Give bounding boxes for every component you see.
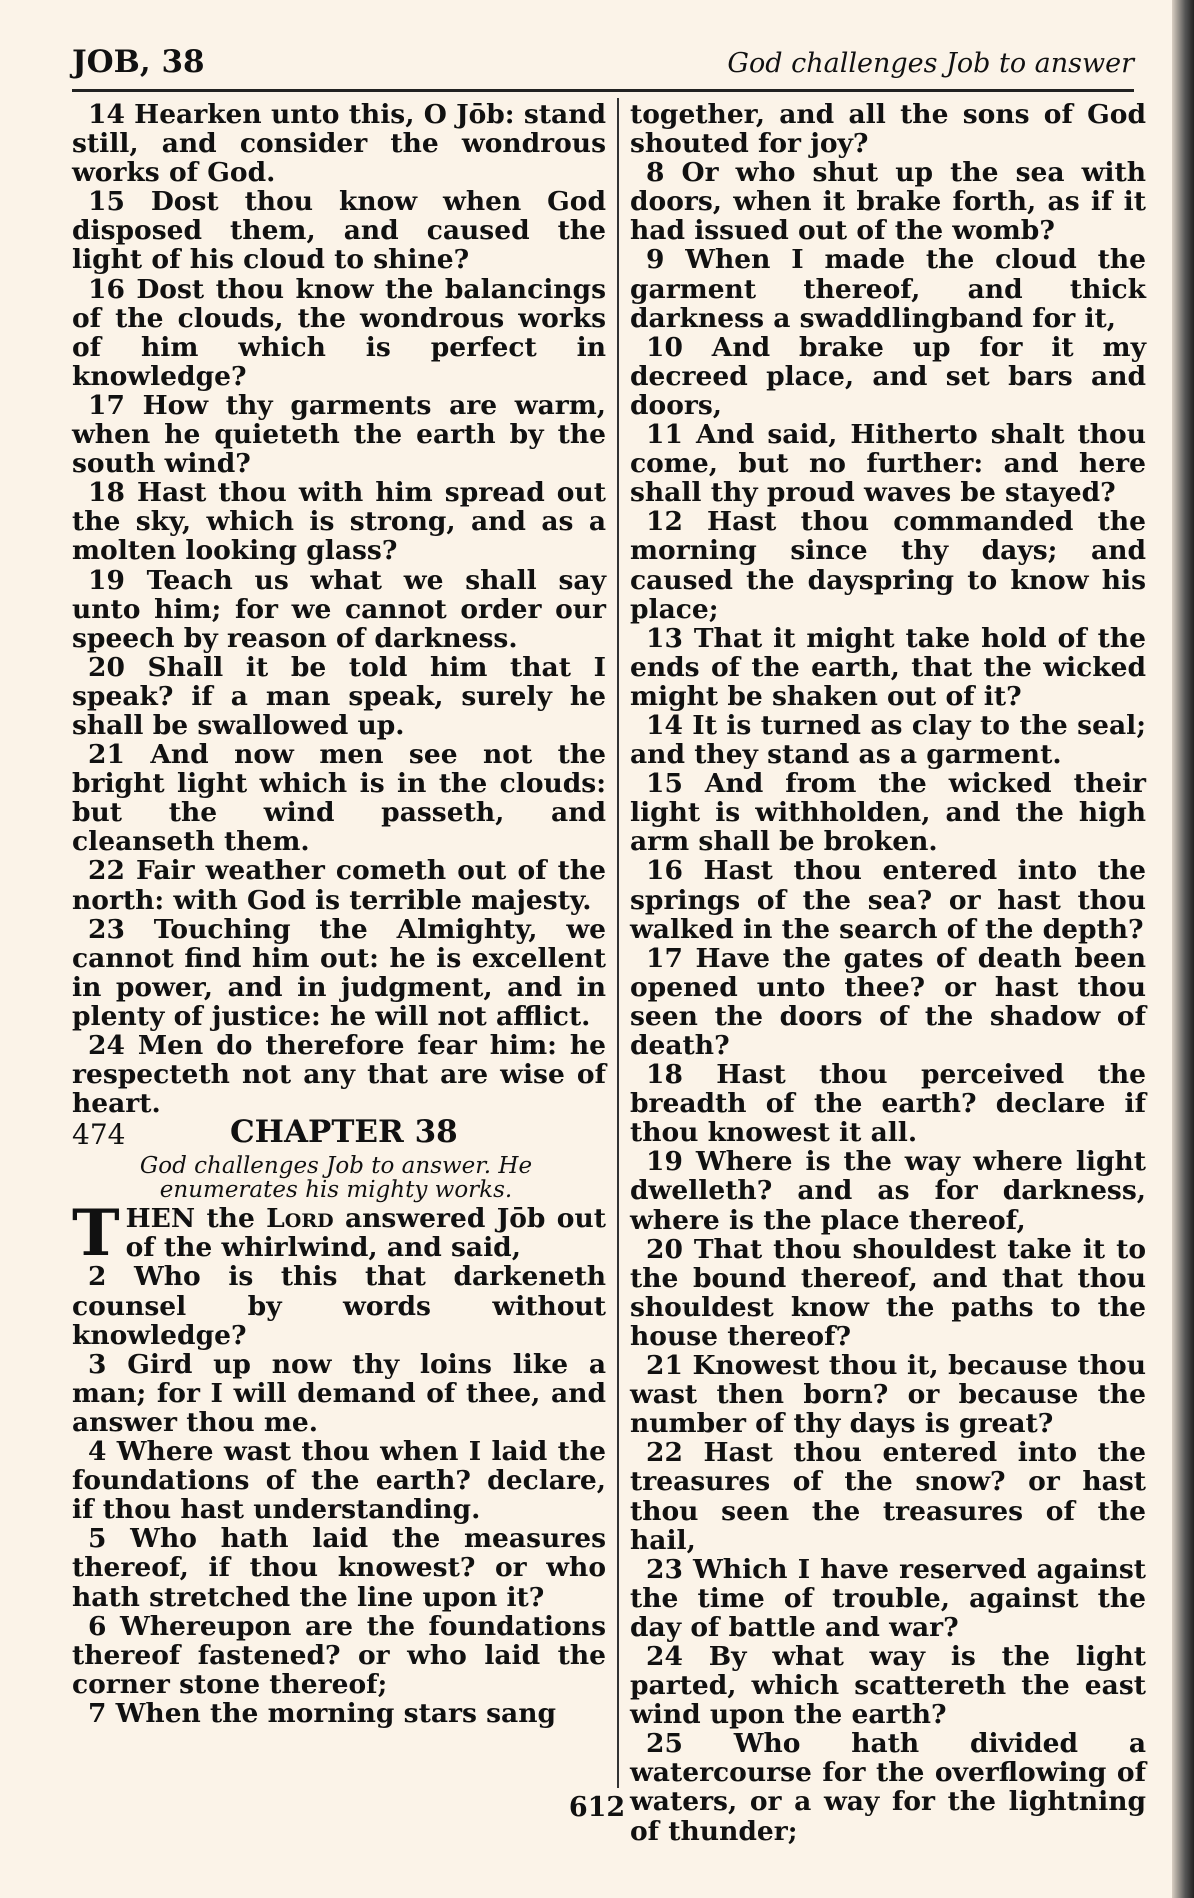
verse: 14 Hearken unto this, O Jōb: stand still, and consider the wondrous works of God. [72,99,606,189]
running-header [72,44,1134,88]
page-edge-shadow [1172,0,1194,1898]
header-book-chapter: JOB, 38 [72,44,205,80]
verse: 13 That it might take hold of the ends of the earth, that the wicked might be shaken out of it? [630,622,1146,712]
verse: 19 Teach us what we shall say unto him; for we cannot order our speech by reason of darkness. [72,564,606,654]
verse: 3 Gird up now thy loins like a man; for I will demand of thee, and answer thou me. [72,1348,606,1438]
verse: 8 Or who shut up the sea with doors, when it brake forth, as if it had issued out of the womb? [630,157,1146,247]
chapter-heading [72,1114,606,1152]
drop-cap: T [72,1196,120,1272]
verse: 15 Dost thou know when God disposed them, and caused the light of his cloud to shine? [72,186,606,276]
chapter-page-ref: 474 [72,1118,126,1152]
verse: 20 That thou shouldest take it to the bound thereof, and that thou shouldest know the paths to the house thereof? [630,1233,1146,1352]
chapter-summary: God challenges Job to answer. He enumerates his mighty works. [139,1153,533,1204]
verse: 23 Touching the Almighty, we cannot find him out: he is excellent in power, and in judgment, and in plenty of justice: he will not afflict. [72,913,606,1032]
page-number: 612 [568,1792,626,1823]
verse: 25 Who hath divided a watercourse for the overflowing of waters, or a way for the lightning of thunder; [630,1728,1146,1847]
verse: 19 Where is the way where light dwelleth? and as for darkness, where is the place thereof, [630,1146,1146,1236]
verse: 14 It is turned as clay to the seal; and they stand as a garment. [630,709,1146,771]
header-topic: God challenges Job to answer [727,48,1134,79]
verse: 16 Hast thou entered into the springs of the sea? or hast thou walked in the search of the depth? [630,855,1146,945]
verse: 21 Knowest thou it, because thou wast then born? or because the number of thy days is great? [630,1350,1146,1440]
verse: 6 Whereupon are the foundations thereof fastened? or who laid the corner stone thereof; [72,1610,606,1700]
verse: 9 When I made the cloud the garment thereof, and thick darkness a swaddlingband for it, [630,244,1146,334]
verse: 16 Dost thou know the balancings of the clouds, the wondrous works of him which is perfect in knowledge? [72,273,606,392]
verse: 17 How thy garments are warm, when he quieteth the earth by the south wind? [72,389,606,480]
verse: 21 And now men see not the bright light which is in the clouds: but the wind passeth, and cleanseth them. [72,739,606,858]
verse: 18 Hast thou with him spread out the sky, which is strong, and as a molten looking glass? [72,477,606,567]
chapter-title: CHAPTER 38 [230,1114,458,1151]
verse: 15 And from the wicked their light is withholden, and the high arm shall be broken. [630,768,1146,858]
verse: 20 Shall it be told him that I speak? if a man speak, surely he shall be swallowed up. [72,651,606,741]
lord-small-caps: Lord [266,1203,334,1235]
verse: 24 Men do therefore fear him: he respecteth not any that are wise of heart. [72,1030,606,1120]
left-column [72,100,606,1728]
verse: 17 Have the gates of death been opened unto thee? or hast thou seen the doors of the shadow of death? [630,942,1146,1061]
verse: 23 Which I have reserved against the time of trouble, against the day of battle and war? [630,1553,1146,1643]
right-column [630,100,1146,1846]
verse: 5 Who hath laid the measures thereof, if thou knowest? or who hath stretched the line upon it? [72,1523,606,1613]
verse: 4 Where wast thou when I laid the foundations of the earth? declare, if thou hast understanding. [72,1436,606,1526]
verse-1-text: answered Jōb out of the whirlwind, and said, [125,1203,606,1264]
header-rule [72,89,1134,92]
verse: 18 Hast thou perceived the breadth of the earth? declare if thou knowest it all. [630,1059,1146,1149]
verse: 24 By what way is the light parted, which scattereth the east wind upon the earth? [630,1640,1146,1731]
verse: 12 Hast thou commanded the morning since thy days; and caused the dayspring to know his place; [630,506,1146,625]
first-word-rest: HEN [125,1203,196,1235]
verse: 2 Who is this that darkeneth counsel by words without knowledge? [72,1261,606,1351]
verse: 11 And said, Hitherto shalt thou come, but no further: and here shall thy proud waves be stayed? [630,419,1146,509]
verse-continuation: together, and all the sons of God shouted for joy? [630,99,1146,160]
verse: 22 Fair weather cometh out of the north: with God is terrible majesty. [72,855,606,916]
verse: 10 And brake up for it my decreed place, and set bars and doors, [630,331,1146,421]
verse: 22 Hast thou entered into the treasures of the snow? or hast thou seen the treasures of the hail, [630,1437,1146,1556]
verse: 7 When the morning stars sang [88,1697,556,1729]
chapter-first-verse: THEN the Lord answered Jōb out of the whirlwind, and said, [72,1196,606,1272]
column-divider [617,98,619,1788]
